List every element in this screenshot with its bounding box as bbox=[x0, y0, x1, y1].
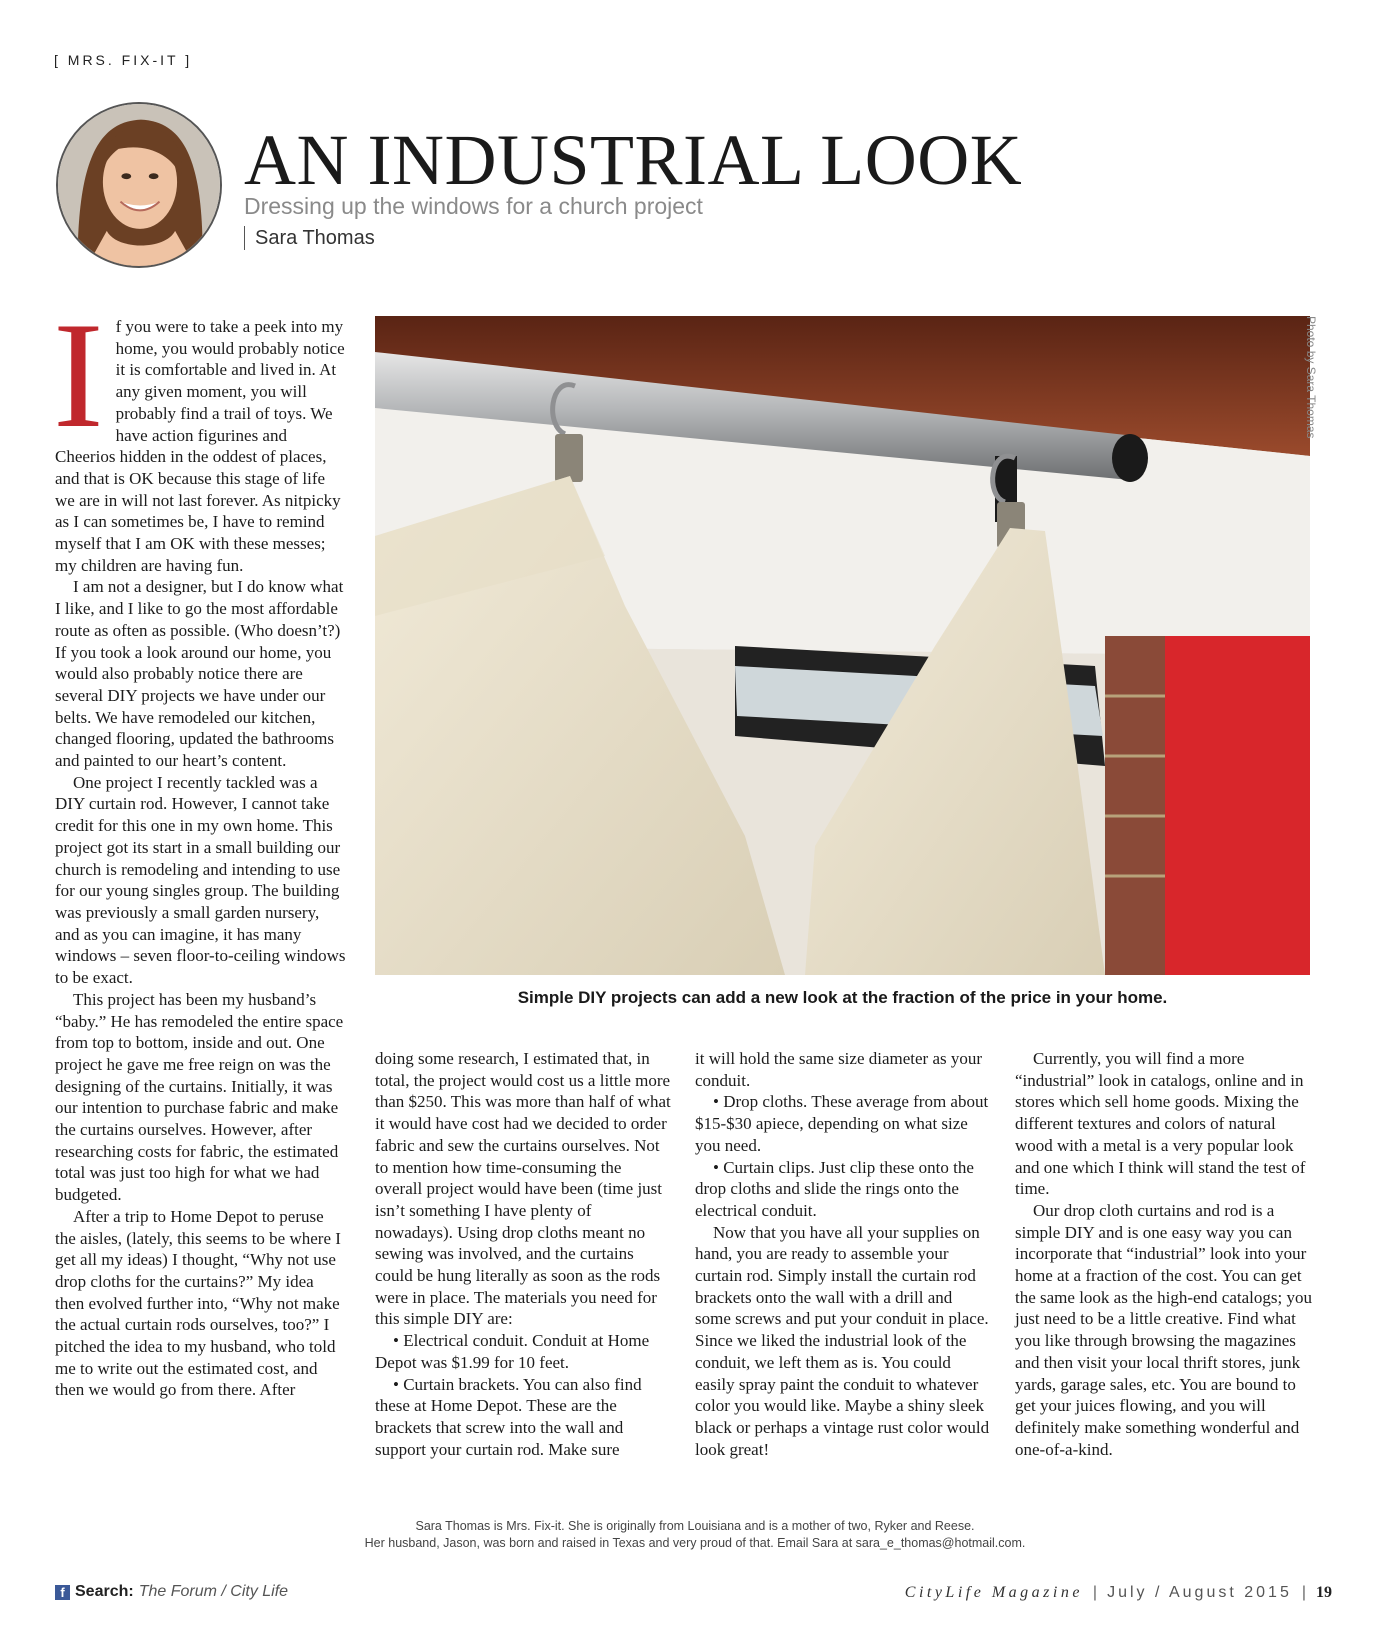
author-bio bbox=[300, 1518, 1090, 1552]
paragraph: After a trip to Home Depot to peruse the aisles, (lately, this seems to be where I get all my ideas) I thought, “Why not use drop cloths for the curtains?” My idea then evolved further into, “Why not make the actual curtain rods ourselves, too?” I pitched the idea to my husband, who told me to write out the estimated cost, and then we would go from there. After bbox=[55, 1206, 341, 1400]
paragraph: One project I recently tackled was a DIY curtain rod. However, I cannot take credit for this one in my own home. This project got its start in a small building our church is remodeling and intending to use for our young singles group. The building was previously a small garden nursery, and as you can imagine, it has many windows – seven floor-to-ceiling windows to be exact. bbox=[55, 772, 346, 988]
footer-search bbox=[55, 1583, 288, 1601]
article-column-2 bbox=[375, 1048, 671, 1460]
photo-caption: Simple DIY projects can add a new look at the fraction of the price in your home. bbox=[517, 988, 1168, 1007]
list-item: • Curtain brackets. You can also find these at Home Depot. These are the brackets that screw into the wall and support your curtain rod. Make sure bbox=[375, 1374, 642, 1459]
paragraph: Currently, you will find a more “industrial” look in catalogs, online and in stores which sell home goods. Mixing the different textures and colors of natural wood with a metal is a very popular look and one which I think will stand the test of time. bbox=[1015, 1049, 1306, 1199]
folio-separator: | bbox=[1301, 1584, 1306, 1601]
author-photo bbox=[56, 102, 222, 268]
list-item: • Curtain clips. Just clip these onto the drop cloths and slide the rings onto the electrical conduit. bbox=[695, 1157, 974, 1220]
article-column-3 bbox=[695, 1048, 991, 1460]
paragraph: doing some research, I estimated that, in total, the project would cost us a little more than $250. This was more than half of what it would have cost had we decided to order fabric and sew the curtains ourselves. Not to mention how time-consuming the overall project would have been (time just isn’t something I have plenty of nowadays). Using drop cloths meant no sewing was involved, and the curtains could be hung literally as soon as the rods were in place. The materials you need for this simple DIY are: bbox=[375, 1049, 671, 1329]
paragraph: This project has been my husband’s “baby.” He has remodeled the entire space from top to bottom, inside and out. One project he gave me free reign on was the designing of the curtains. Initially, it was our intention to purchase fabric and make the curtains ourselves. However, after researching costs for fabric, the estimated total was just too high for what we had budgeted. bbox=[55, 989, 344, 1205]
dropcap: I bbox=[53, 291, 104, 459]
magazine-name: CityLife Magazine bbox=[904, 1584, 1083, 1601]
page-number: 19 bbox=[1316, 1584, 1332, 1601]
bio-line: Sara Thomas is Mrs. Fix-it. She is originally from Louisiana and is a mother of two, Ryker and Reese. bbox=[415, 1519, 975, 1533]
folio-separator: | bbox=[1092, 1584, 1098, 1601]
byline: Sara Thomas bbox=[244, 226, 375, 250]
article-column-1 bbox=[53, 291, 347, 1401]
curtain-photo bbox=[375, 316, 1310, 975]
paragraph: If you were to take a peek into my home, you would probably notice it is comfortable and lived in. At any given moment, you will probably find a trail of toys. We have action figurines and Cheerios hidden in the oddest of places, and that is OK because this stage of life we are in will not last forever. As nitpicky as I can sometimes be, I have to remind myself that I am OK with these messes; my children are having fun. bbox=[53, 291, 345, 575]
list-item: • Drop cloths. These average from about $15-$30 apiece, depending on what size you need. bbox=[695, 1092, 989, 1155]
search-label: Search: bbox=[75, 1583, 134, 1600]
list-item: • Electrical conduit. Conduit at Home Depot was $1.99 for 10 feet. bbox=[375, 1331, 650, 1372]
section-tag: [ MRS. FIX-IT ] bbox=[54, 52, 193, 68]
bio-line: Her husband, Jason, was born and raised in Texas and very proud of that. Email Sara at sara_e_thomas@hotmail.com. bbox=[364, 1536, 1026, 1550]
search-value: The Forum / City Life bbox=[138, 1583, 289, 1600]
facebook-icon: f bbox=[55, 1585, 70, 1600]
deck: Dressing up the windows for a church project bbox=[244, 193, 703, 219]
photo-credit: Photo by Sara Thomas bbox=[1304, 316, 1318, 439]
issue-date: July / August 2015 bbox=[1107, 1584, 1292, 1601]
article-column-4 bbox=[1015, 1048, 1315, 1460]
paragraph: Our drop cloth curtains and rod is a simple DIY and is one easy way you can incorporate that “industrial” look into your home at a fraction of the cost. You can get the same look as the high-end catalogs; you just need to be a little creative. Find what you like through browsing the magazines and then visit your local thrift stores, junk yards, garage sales, etc. You are bound to get your juices flowing, and you will definitely make something wonderful and one-of-a-kind. bbox=[1015, 1200, 1312, 1459]
folio bbox=[905, 1584, 1332, 1602]
paragraph: I am not a designer, but I do know what I like, and I like to go the most affordable route as often as possible. (Who doesn’t?) If you took a look around our home, you would also probably notice there are several DIY projects we have under our belts. We have remodeled our kitchen, changed flooring, updated the bathrooms and painted to our heart’s content. bbox=[55, 577, 344, 771]
headline: AN INDUSTRIAL LOOK bbox=[244, 120, 1023, 200]
paragraph: it will hold the same size diameter as your conduit. bbox=[695, 1049, 983, 1090]
paragraph: Now that you have all your supplies on hand, you are ready to assemble your curtain rod. Simply install the curtain rod brackets onto the wall with a drill and some screws and put your conduit in place. Since we liked the industrial look of the conduit, we left them as is. You could easily spray paint the conduit to whatever color you would like. Maybe a shiny sleek black or perhaps a vintage rust color would look great! bbox=[695, 1222, 990, 1459]
